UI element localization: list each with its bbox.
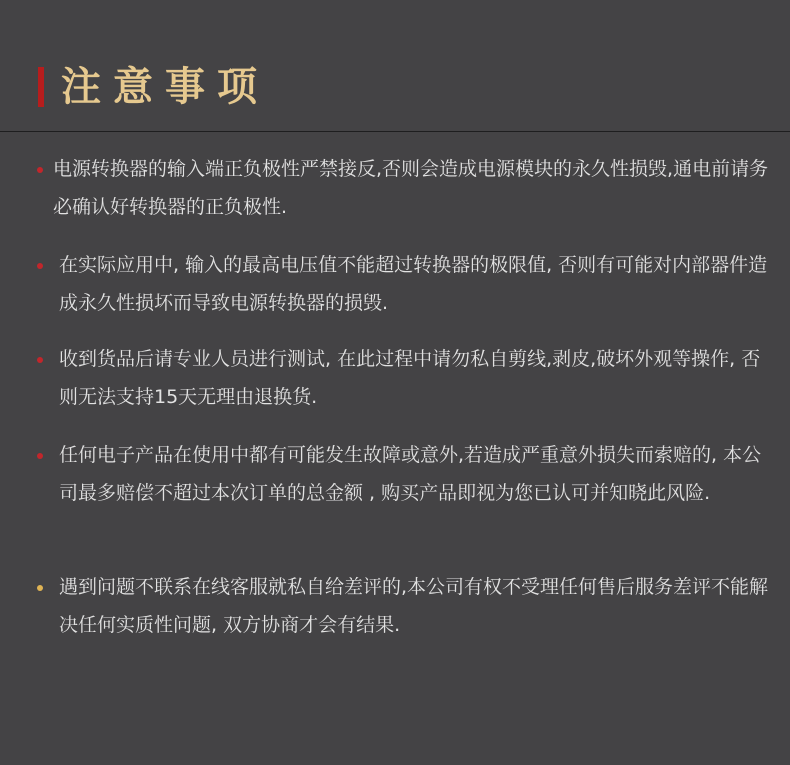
notice-item-1	[37, 150, 772, 230]
header-divider	[0, 131, 790, 132]
notice-item-4	[37, 436, 772, 554]
bullet-icon	[37, 357, 43, 363]
page-title: 注意事项	[61, 63, 269, 110]
bullet-icon	[37, 167, 43, 173]
notice-item-5	[37, 568, 772, 648]
bullet-icon	[37, 453, 43, 459]
title-accent-bar	[38, 67, 44, 107]
notice-text: 收到货品后请专业人员进行测试, 在此过程中请勿私自剪线,剥皮,破坏外观等操作, 否则无法支持15天无理由退换货.	[59, 348, 761, 408]
notice-text: 任何电子产品在使用中都有可能发生故障或意外,若造成严重意外损失而索赔的, 本公司最多赔偿不超过本次订单的总金额 , 购买产品即视为您已认可并知晓此风险.	[59, 444, 762, 504]
notice-item-2	[37, 246, 772, 326]
notice-item-3	[37, 340, 772, 420]
bullet-icon	[37, 585, 43, 591]
notice-text: 遇到问题不联系在线客服就私自给差评的,本公司有权不受理任何售后服务差评不能解决任何实质性问题, 双方协商才会有结果.	[59, 576, 769, 636]
notice-text: 在实际应用中, 输入的最高电压值不能超过转换器的极限值, 否则有可能对内部器件造成永久性损坏而导致电源转换器的损毁.	[59, 254, 768, 314]
bullet-icon	[37, 263, 43, 269]
notice-text: 电源转换器的输入端正负极性严禁接反,否则会造成电源模块的永久性损毁,通电前请务必确认好转换器的正负极性.	[53, 158, 769, 218]
header	[0, 0, 790, 133]
